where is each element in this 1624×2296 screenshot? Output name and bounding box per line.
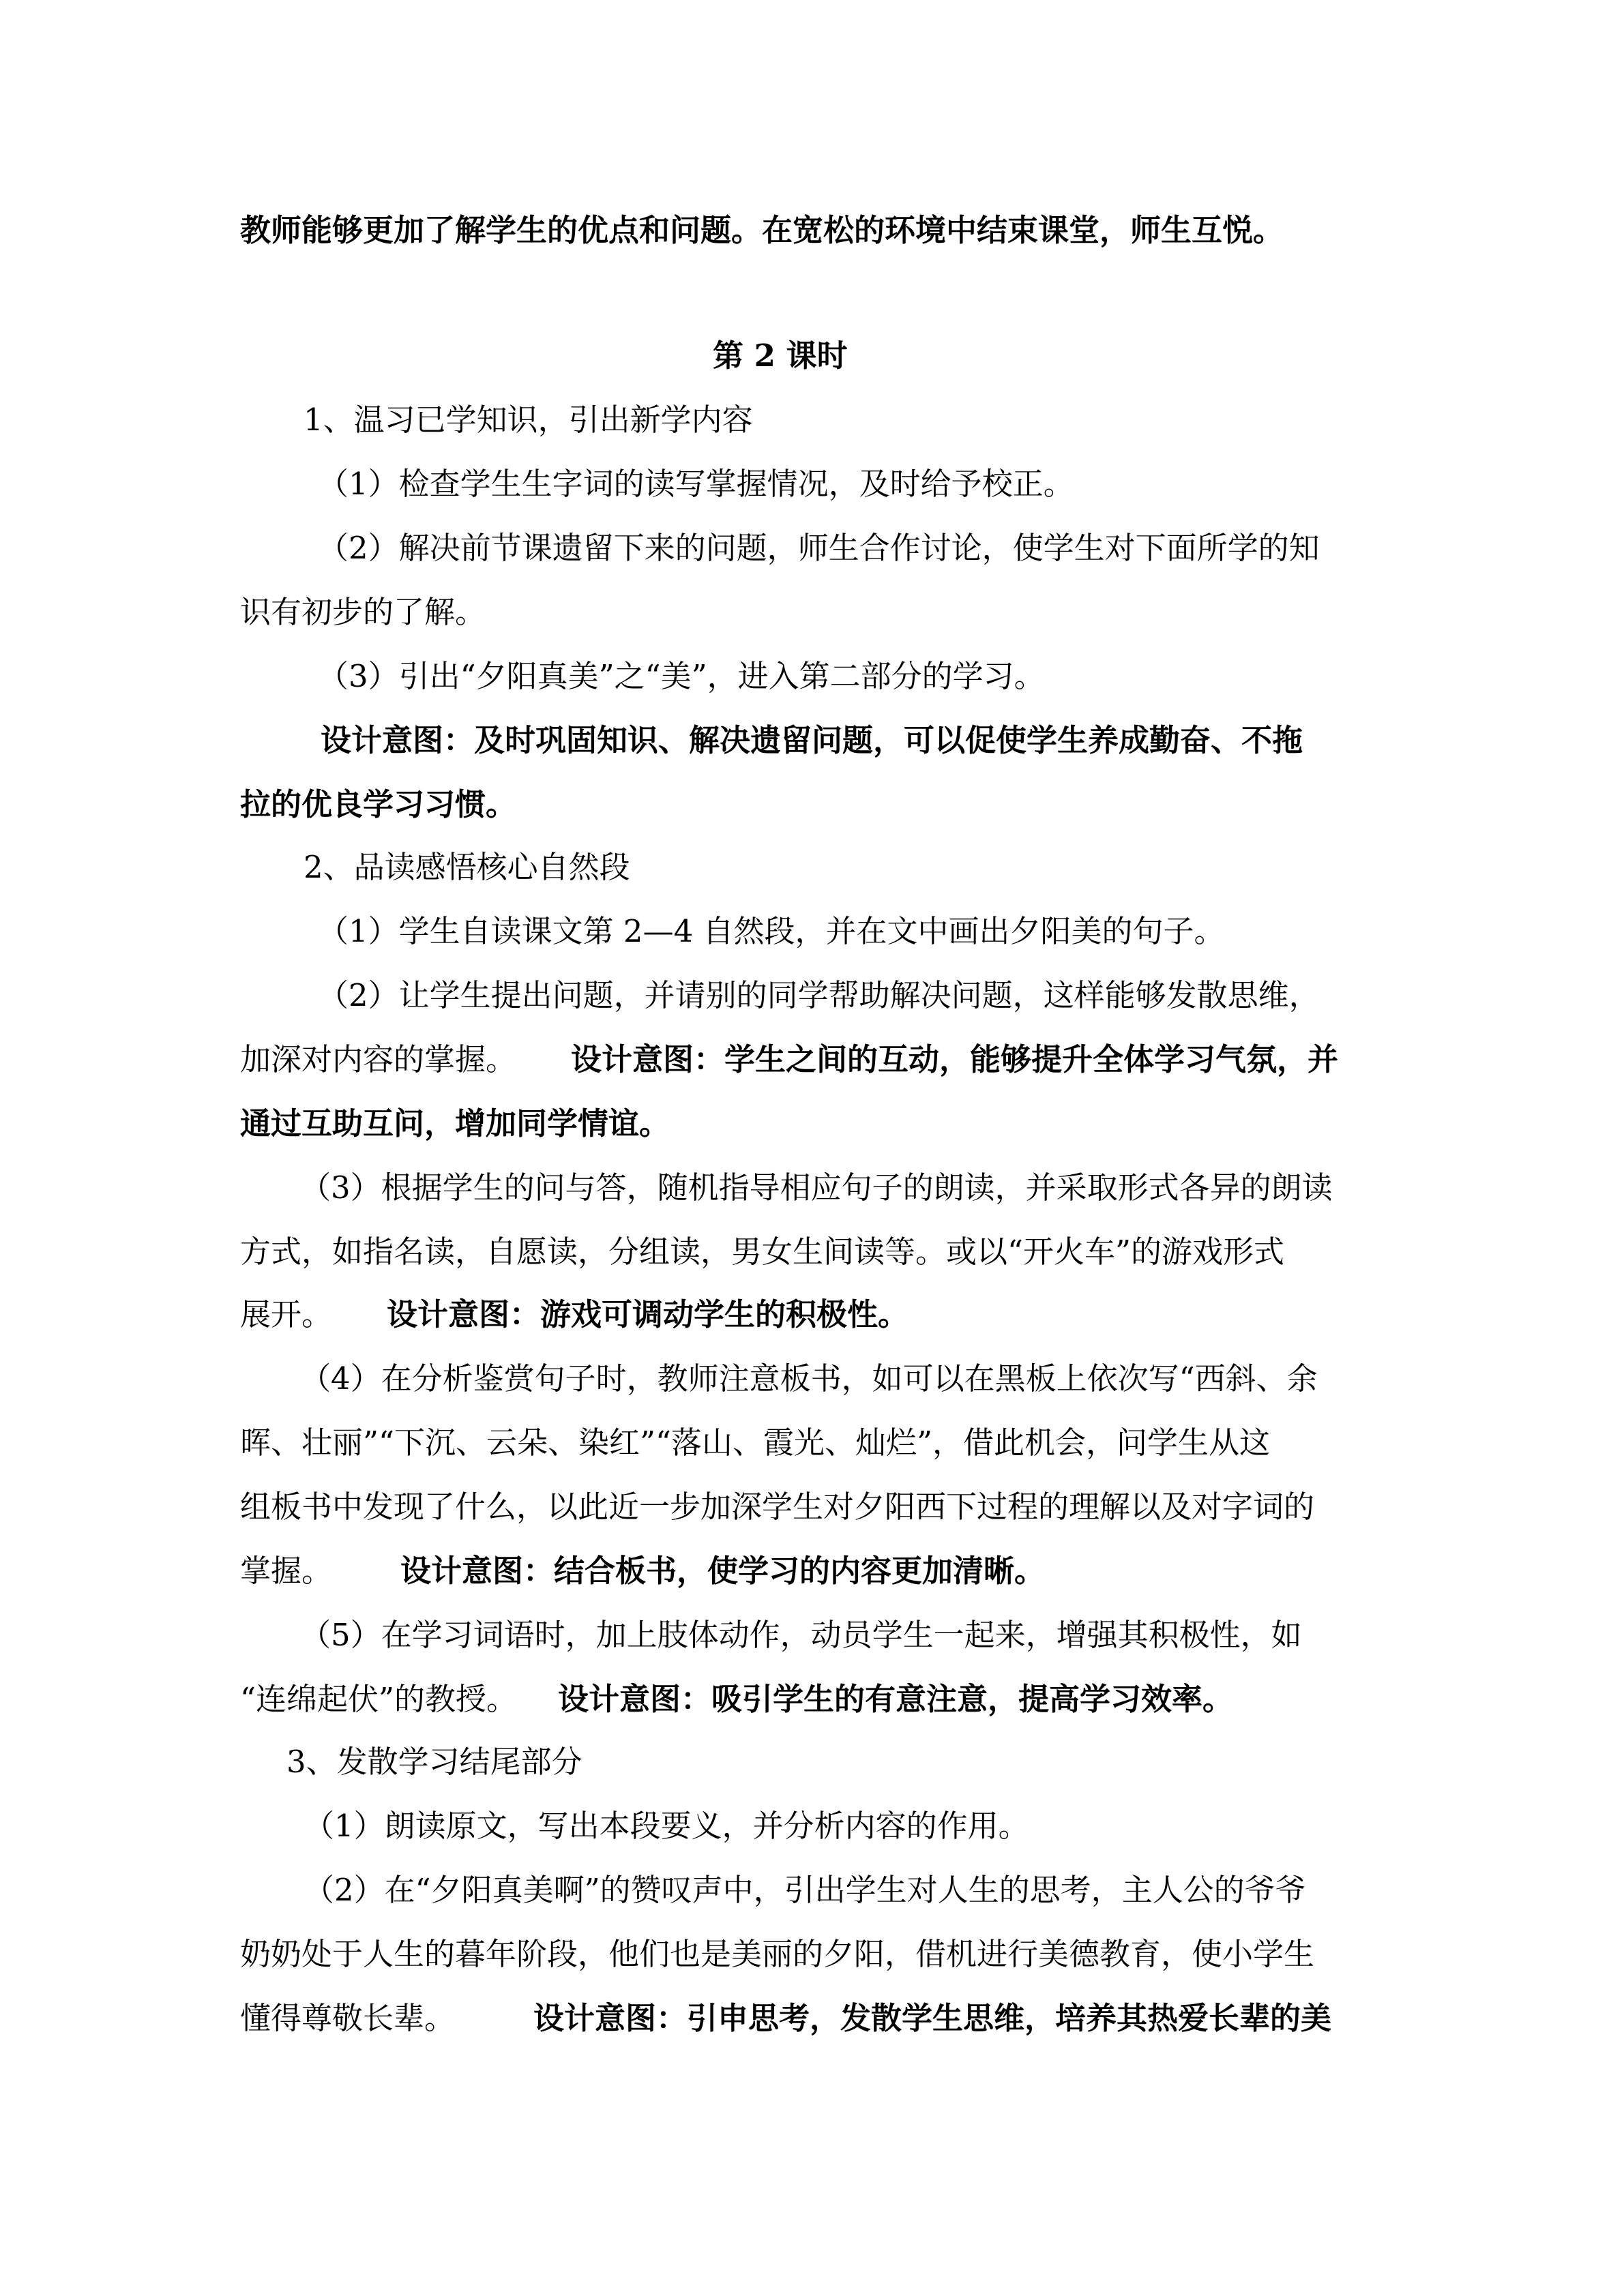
section-2-item-3: （3）根据学生的问与答，随机指导相应句子的朗读，并采取形式各异的朗读 bbox=[300, 1169, 1333, 1206]
intro-paragraph: 教师能够更加了解学生的优点和问题。在宽松的环境中结束课堂，师生互悦。 bbox=[240, 212, 1284, 248]
section-1-item-1: （1）检查学生生字词的读写掌握情况，及时给予校正。 bbox=[318, 466, 1074, 502]
section-2-item-4-text: 掌握。 bbox=[240, 1553, 333, 1589]
section-1-item-2: （2）解决前节课遗留下来的问题，师生合作讨论，使学生对下面所学的知 bbox=[318, 530, 1320, 566]
section-3-item-2-cont-2 bbox=[240, 1997, 1331, 2040]
section-1-item-2-cont: 识有初步的了解。 bbox=[240, 594, 486, 630]
section-2-heading: 2、品读感悟核心自然段 bbox=[304, 849, 630, 885]
section-3-item-2-text: 懂得尊敬长辈。 bbox=[240, 2000, 456, 2036]
section-2-item-4: （4）在分析鉴赏句子时，教师注意板书，如可以在黑板上依次写“西斜、余 bbox=[300, 1360, 1318, 1397]
section-1-item-3: （3）引出“夕阳真美”之“美”，进入第二部分的学习。 bbox=[318, 658, 1045, 694]
section-2-item-2: （2）让学生提出问题，并请别的同学帮助解决问题，这样能够发散思维， bbox=[318, 977, 1320, 1013]
section-1-design-intent-cont: 拉的优良学习习惯。 bbox=[240, 786, 517, 822]
section-1-design-intent: 设计意图：及时巩固知识、解决遗留问题，可以促使学生养成勤奋、不拖 bbox=[321, 722, 1303, 758]
section-2-item-2-text: 加深对内容的掌握。 bbox=[240, 1041, 517, 1077]
section-3-item-1: （1）朗读原文，写出本段要义，并分析内容的作用。 bbox=[304, 1808, 1029, 1844]
section-3-heading: 3、发散学习结尾部分 bbox=[286, 1744, 582, 1780]
section-3-item-2-cont-1: 奶奶处于人生的暮年阶段，他们也是美丽的夕阳，借机进行美德教育，使小学生 bbox=[240, 1936, 1315, 1972]
section-3-item-2: （2）在“夕阳真美啊”的赞叹声中，引出学生对人生的思考，主人公的爷爷 bbox=[304, 1872, 1306, 1908]
section-2-item-3-text: 展开。 bbox=[240, 1296, 333, 1332]
section-2-item-2-cont bbox=[240, 1038, 1338, 1082]
section-2-item-4-cont-2: 组板书中发现了什么，以此近一步加深学生对夕阳西下过程的理解以及对字词的 bbox=[240, 1489, 1315, 1525]
section-2-item-2-design-intent: 设计意图：学生之间的互动，能够提升全体学习气氛，并 bbox=[571, 1041, 1339, 1077]
lesson-title: 第 2 课时 bbox=[713, 338, 848, 374]
section-2-item-4-design-intent: 设计意图：结合板书，使学习的内容更加清晰。 bbox=[400, 1553, 1046, 1589]
section-2-item-3-cont-2 bbox=[240, 1293, 909, 1337]
section-2-item-2-design-intent-cont: 通过互助互问，增加同学情谊。 bbox=[240, 1105, 670, 1142]
section-2-item-4-cont-1: 晖、壮丽”“下沉、云朵、染红”“落山、霞光、灿烂”，借此机会，问学生从这 bbox=[240, 1425, 1271, 1461]
section-2-item-5-cont bbox=[240, 1678, 1233, 1721]
section-1-heading: 1、温习已学知识，引出新学内容 bbox=[304, 402, 753, 438]
section-2-item-3-cont-1: 方式，如指名读，自愿读，分组读，男女生间读等。或以“开火车”的游戏形式 bbox=[240, 1234, 1285, 1270]
section-2-item-3-design-intent: 设计意图：游戏可调动学生的积极性。 bbox=[387, 1296, 909, 1332]
section-2-item-5-text: “连绵起伏”的教授。 bbox=[240, 1681, 518, 1717]
section-3-item-2-design-intent: 设计意图：引申思考，发散学生思维，培养其热爱长辈的美 bbox=[533, 2000, 1332, 2036]
section-2-item-4-cont-3 bbox=[240, 1549, 1045, 1593]
section-2-item-5-design-intent: 设计意图：吸引学生的有意注意，提高学习效率。 bbox=[558, 1681, 1234, 1717]
section-2-item-5: （5）在学习词语时，加上肢体动作，动员学生一起来，增强其积极性，如 bbox=[300, 1617, 1302, 1653]
section-2-item-1: （1）学生自读课文第 2—4 自然段，并在文中画出夕阳美的句子。 bbox=[318, 913, 1225, 949]
